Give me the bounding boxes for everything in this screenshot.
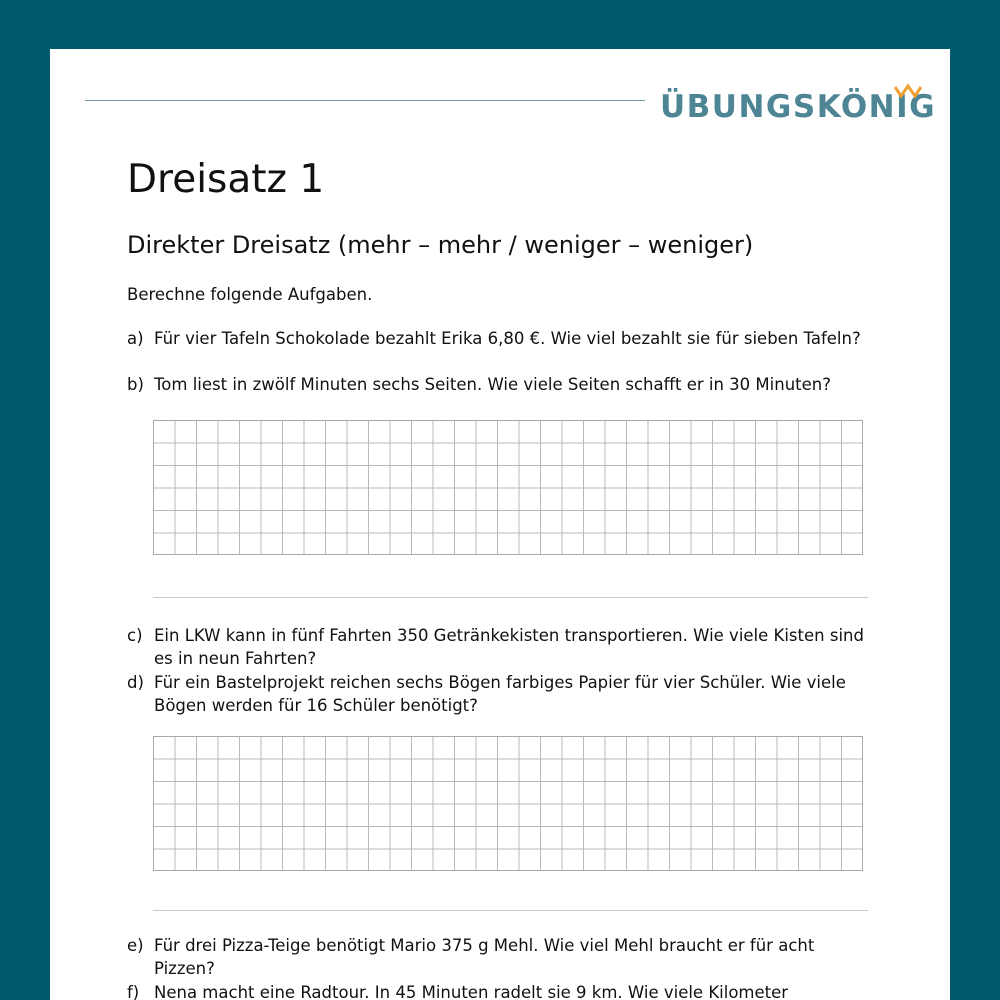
task-letter: f)	[127, 983, 140, 1000]
task-letter: b)	[127, 375, 144, 394]
answer-grid-2[interactable]	[153, 736, 863, 871]
task-text: Tom liest in zwölf Minuten sechs Seiten. Wie viele Seiten schafft er in 30 Minuten?	[154, 375, 831, 394]
task-text: Für drei Pizza-Teige benötigt Mario 375 g Mehl. Wie viel Mehl braucht er für acht Pizzen?	[154, 936, 815, 978]
worksheet-page	[50, 49, 950, 1000]
task-text: Für ein Bastelprojekt reichen sechs Bögen farbiges Papier für vier Schüler. Wie viele Bögen werden für 16 Schüler benötigt?	[154, 673, 846, 715]
answer-line-2[interactable]	[153, 910, 868, 911]
brand-logo: ÜBUNGSKÖNIG	[660, 89, 937, 125]
task-letter: a)	[127, 329, 144, 348]
task-text: Nena macht eine Radtour. In 45 Minuten radelt sie 9 km. Wie viele Kilometer	[154, 983, 789, 1000]
header-rule	[85, 100, 645, 101]
crown-icon	[893, 83, 923, 103]
task-e	[127, 934, 867, 980]
task-c	[127, 624, 867, 670]
instruction-text: Berechne folgende Aufgaben.	[127, 285, 373, 304]
page-subtitle: Direkter Dreisatz (mehr – mehr / weniger – weniger)	[127, 231, 754, 259]
task-d	[127, 671, 867, 717]
task-text: Für vier Tafeln Schokolade bezahlt Erika 6,80 €. Wie viel bezahlt sie für sieben Tafeln?	[154, 329, 861, 348]
answer-line-1[interactable]	[153, 597, 868, 598]
task-f	[127, 981, 867, 1000]
page-title: Dreisatz 1	[127, 157, 325, 202]
task-b	[127, 373, 867, 396]
task-letter: d)	[127, 673, 144, 692]
task-letter: c)	[127, 626, 143, 645]
task-a	[127, 327, 867, 350]
task-text: Ein LKW kann in fünf Fahrten 350 Getränkekisten transportieren. Wie viele Kisten sind es in neun Fahrten?	[154, 626, 864, 668]
answer-grid-1[interactable]	[153, 420, 863, 555]
task-letter: e)	[127, 936, 144, 955]
